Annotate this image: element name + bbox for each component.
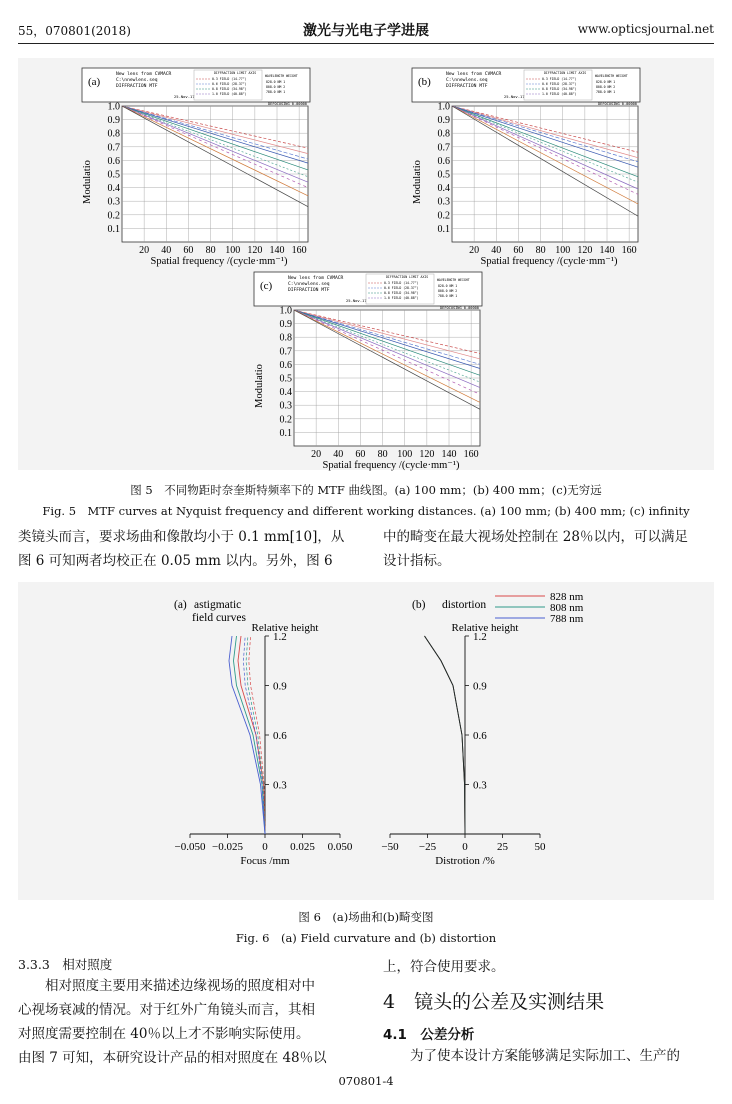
mtf-xtick-label: 120 [577, 245, 593, 256]
mtf-xtick-label: 20 [469, 245, 480, 256]
mtf-title-line: New lens from CVMACR [288, 276, 344, 281]
mtf-field-head: DIFFRACTION LIMIT AXIS [386, 275, 429, 279]
mtf-ytick-label: 0.6 [437, 155, 450, 167]
legend-label: 788 nm [550, 613, 584, 625]
fig6b-title: distortion [442, 599, 487, 611]
mtf-xtick-label: 80 [535, 245, 546, 256]
legend-label: 808 nm [550, 602, 584, 614]
mtf-xtick-label: 160 [621, 245, 637, 256]
mtf-xtick-label: 80 [377, 449, 388, 460]
mtf-xtick-label: 140 [441, 449, 457, 460]
mtf-wl-line: 788.0 NM 1 [266, 90, 286, 94]
mtf-wl-head: WAVELENGTH WEIGHT [265, 74, 298, 78]
mtf-ytick-label: 1.0 [279, 305, 292, 317]
mtf-ytick-label: 0.6 [279, 359, 292, 371]
mtf-xtick-label: 160 [291, 245, 307, 256]
mtf-xtick-label: 80 [205, 245, 216, 256]
mtf-ytick-label: 0.5 [107, 169, 120, 181]
fig6a-xaxis-title: Focus /mm [240, 855, 290, 867]
fig6a-ytick-label: 1.2 [273, 631, 287, 643]
fig6a-ytick-label: 0.9 [273, 680, 287, 693]
mtf-title-line: C:\nnewlens.seq [446, 78, 488, 83]
field-curvature-distortion-chart [140, 586, 610, 886]
mtf-title-line: C:\nnewlens.seq [116, 78, 158, 83]
fig6a-title-1: astigmatic [194, 599, 242, 611]
mtf-chart-c [254, 272, 484, 471]
journal-url: www.opticsjournal.net [577, 22, 714, 36]
mtf-xaxis-title: Spatial frequency /(cycle·mm⁻¹) [150, 256, 288, 267]
mtf-yaxis-title: Modulatio [82, 160, 93, 204]
fig6a-label: (a) [174, 599, 187, 611]
section-4-heading: 4 镜头的公差及实测结果 [383, 991, 605, 1013]
mtf-xaxis-title: Spatial frequency /(cycle·mm⁻¹) [480, 256, 618, 267]
mtf-xtick-label: 100 [397, 449, 413, 460]
mtf-field-line: 1.0 FIELD (40.88°) [384, 296, 419, 300]
para1-left-1: 类镜头而言，要求场曲和像散均小于 0.1 mm[10]，从 [18, 529, 345, 545]
fig6b-ytick-label: 0.3 [473, 779, 487, 792]
mtf-wl-line: 828.0 NM 1 [438, 284, 458, 288]
mtf-xtick-label: 140 [269, 245, 285, 256]
mtf-xtick-label: 60 [513, 245, 524, 256]
mtf-xtick-label: 100 [225, 245, 241, 256]
header-rule [18, 43, 714, 44]
mtf-date: 25-Nov-17 [504, 94, 525, 99]
mtf-chart-a [82, 68, 312, 267]
mtf-ytick-label: 0.3 [279, 400, 292, 412]
mtf-wl-line: 808.0 NM 2 [438, 289, 458, 293]
fig6b-yaxis-title: Relative height [451, 622, 519, 634]
mtf-ytick-label: 0.5 [437, 169, 450, 181]
mtf-yaxis-title: Modulatio [254, 364, 265, 408]
panel-label: (c) [260, 280, 273, 292]
mtf-xtick-label: 120 [247, 245, 263, 256]
fig6b-label: (b) [412, 599, 426, 611]
mtf-defocus: DEFOCUSING 0.00000 [268, 102, 307, 106]
s333-line-3: 对照度需要控制在 40％以上才不影响实际使用。 [18, 1026, 310, 1042]
mtf-xtick-label: 40 [161, 245, 172, 256]
mtf-xaxis-title: Spatial frequency /(cycle·mm⁻¹) [322, 460, 460, 471]
mtf-ytick-label: 0.1 [107, 223, 120, 235]
mtf-ytick-label: 0.8 [279, 332, 292, 344]
mtf-title-line: DIFFRACTION MTF [288, 288, 330, 293]
journal-title: 激光与光电子学进展 [303, 23, 429, 39]
mtf-ytick-label: 0.3 [437, 196, 450, 208]
mtf-title-line: C:\nnewlens.seq [288, 282, 330, 287]
mtf-xtick-label: 100 [555, 245, 571, 256]
mtf-title-line: DIFFRACTION MTF [116, 84, 158, 89]
mtf-ytick-label: 0.4 [279, 387, 292, 399]
fig6a-xtick-label: 0 [262, 841, 268, 853]
fig6b-ytick-label: 0.6 [473, 730, 487, 742]
fig6b-xaxis-title: Distrotion /% [435, 855, 495, 867]
panel-label: (a) [88, 76, 101, 88]
mtf-ytick-label: 0.4 [107, 183, 120, 195]
legend-label: 828 nm [550, 591, 584, 603]
mtf-wl-line: 808.0 NM 2 [596, 85, 616, 89]
s41-line-1: 为了使本设计方案能够满足实际加工、生产的 [410, 1048, 680, 1064]
distortion-curve [425, 636, 466, 834]
mtf-field-line: 0.6 FIELD (28.37°) [542, 82, 577, 86]
mtf-field-head: DIFFRACTION LIMIT AXIS [214, 71, 257, 75]
fig5-caption-en: Fig. 5 MTF curves at Nyquist frequency and different working distances. (a) 100 mm; (b) 400 mm; (c) infinity [42, 504, 690, 518]
mtf-ytick-label: 0.4 [437, 183, 450, 195]
mtf-wl-line: 788.0 NM 1 [596, 90, 616, 94]
mtf-xtick-label: 40 [491, 245, 502, 256]
mtf-ytick-label: 0.7 [107, 142, 120, 154]
mtf-ytick-label: 0.2 [437, 210, 450, 222]
mtf-wl-line: 808.0 NM 2 [266, 85, 286, 89]
mtf-ytick-label: 0.2 [107, 210, 120, 222]
para1-left-2: 图 6 可知两者均校正在 0.05 mm 以内。另外，图 6 [18, 553, 333, 569]
fig6a-title-2: field curves [192, 612, 246, 624]
mtf-ytick-label: 0.8 [437, 128, 450, 140]
fig6b-ytick-label: 1.2 [473, 631, 487, 643]
mtf-field-line: 0.3 FIELD (14.77°) [212, 77, 247, 81]
fig6b-xtick-label: 25 [497, 841, 508, 853]
distortion-curve [425, 636, 466, 834]
fig6a-ytick-label: 0.3 [273, 779, 287, 792]
mtf-wl-head: WAVELENGTH WEIGHT [437, 278, 470, 282]
mtf-field-line: 0.6 FIELD (28.37°) [384, 286, 419, 290]
mtf-wl-head: WAVELENGTH WEIGHT [595, 74, 628, 78]
mtf-field-line: 0.8 FIELD (34.98°) [542, 87, 577, 91]
fig6b-ytick-label: 0.9 [473, 680, 487, 693]
mtf-title-line: New lens from CVMACR [446, 72, 502, 77]
mtf-ytick-label: 0.3 [107, 196, 120, 208]
para1-right-1: 中的畸变在最大视场处控制在 28％以内，可以满足 [383, 529, 688, 545]
mtf-date: 25-Nov-17 [174, 94, 195, 99]
mtf-ytick-label: 0.2 [279, 414, 292, 426]
mtf-defocus: DEFOCUSING 0.00000 [440, 306, 479, 310]
fig6a-xtick-label: −0.050 [174, 841, 206, 853]
mtf-ytick-label: 0.1 [437, 223, 450, 235]
fig6a-xtick-label: 0.050 [327, 841, 353, 853]
mtf-ytick-label: 1.0 [107, 101, 120, 113]
mtf-ytick-label: 1.0 [437, 101, 450, 113]
mtf-field-line: 0.8 FIELD (34.98°) [384, 291, 419, 295]
mtf-ytick-label: 0.7 [279, 346, 292, 358]
s333-line-1: 相对照度主要用来描述边缘视场的照度相对中 [45, 978, 315, 994]
distortion-curve [425, 636, 466, 834]
mtf-title-line: DIFFRACTION MTF [446, 84, 488, 89]
mtf-xtick-label: 140 [599, 245, 615, 256]
fig6b-xtick-label: 0 [462, 841, 468, 853]
mtf-ytick-label: 0.9 [107, 115, 120, 127]
mtf-chart-b [412, 68, 642, 267]
section-4-1-heading: 4.1 公差分析 [383, 1027, 475, 1043]
fig6-caption-en: Fig. 6 (a) Field curvature and (b) distortion [235, 931, 497, 945]
mtf-ytick-label: 0.9 [279, 319, 292, 331]
mtf-ytick-label: 0.8 [107, 128, 120, 140]
mtf-date: 25-Nov-17 [346, 298, 367, 303]
page-number: 070801-4 [338, 1074, 394, 1088]
mtf-field-line: 0.3 FIELD (14.77°) [384, 281, 419, 285]
mtf-wl-line: 828.0 NM 1 [596, 80, 616, 84]
s333-line-4: 由图 7 可知，本研究设计产品的相对照度在 48％以 [18, 1050, 327, 1066]
mtf-xtick-label: 20 [311, 449, 322, 460]
mtf-xtick-label: 120 [419, 449, 435, 460]
para1-right-2: 设计指标。 [383, 553, 451, 569]
mtf-yaxis-title: Modulatio [412, 160, 423, 204]
fig5-caption-cn: 图 5 不同物距时奈奎斯特频率下的 MTF 曲线图。(a) 100 mm；(b) 400 mm；(c)无穷远 [130, 483, 602, 497]
field-curve [238, 636, 265, 834]
mtf-title-line: New lens from CVMACR [116, 72, 172, 77]
fig6a-ytick-label: 0.6 [273, 730, 287, 742]
mtf-ytick-label: 0.9 [437, 115, 450, 127]
mtf-field-line: 0.3 FIELD (14.77°) [542, 77, 577, 81]
right-col-continuation: 上，符合使用要求。 [383, 959, 505, 975]
mtf-field-head: DIFFRACTION LIMIT AXIS [544, 71, 587, 75]
header-citation: 55，070801(2018) [18, 24, 131, 38]
s333-line-2: 心视场衰减的情况。对于红外广角镜头而言，其相 [18, 1002, 315, 1018]
mtf-xtick-label: 40 [333, 449, 344, 460]
mtf-field-line: 1.0 FIELD (40.88°) [542, 92, 577, 96]
mtf-defocus: DEFOCUSING 0.00000 [598, 102, 637, 106]
mtf-xtick-label: 60 [183, 245, 194, 256]
fig6a-yaxis-title: Relative height [251, 622, 319, 634]
mtf-ytick-label: 0.6 [107, 155, 120, 167]
mtf-field-line: 0.6 FIELD (28.37°) [212, 82, 247, 86]
fig6-caption-cn: 图 6 (a)场曲和(b)畸变图 [298, 910, 434, 924]
mtf-wl-line: 788.0 NM 1 [438, 294, 458, 298]
mtf-field-line: 0.8 FIELD (34.98°) [212, 87, 247, 91]
fig6b-xtick-label: 50 [534, 841, 546, 853]
fig6a-xtick-label: 0.025 [290, 841, 315, 853]
fig6a-xtick-label: −0.025 [212, 841, 243, 853]
fig6b-xtick-label: −50 [381, 841, 399, 853]
mtf-xtick-label: 160 [463, 449, 479, 460]
mtf-ytick-label: 0.7 [437, 142, 450, 154]
mtf-wl-line: 828.0 NM 1 [266, 80, 286, 84]
mtf-field-line: 1.0 FIELD (40.88°) [212, 92, 247, 96]
field-curve-sagittal [243, 636, 265, 834]
mtf-ytick-label: 0.1 [279, 427, 292, 439]
fig6b-xtick-label: −25 [418, 841, 437, 853]
mtf-xtick-label: 20 [139, 245, 150, 256]
section-3-3-3-heading: 3.3.3 相对照度 [18, 957, 113, 972]
panel-label: (b) [418, 76, 431, 88]
mtf-ytick-label: 0.5 [279, 373, 292, 385]
mtf-xtick-label: 60 [355, 449, 366, 460]
